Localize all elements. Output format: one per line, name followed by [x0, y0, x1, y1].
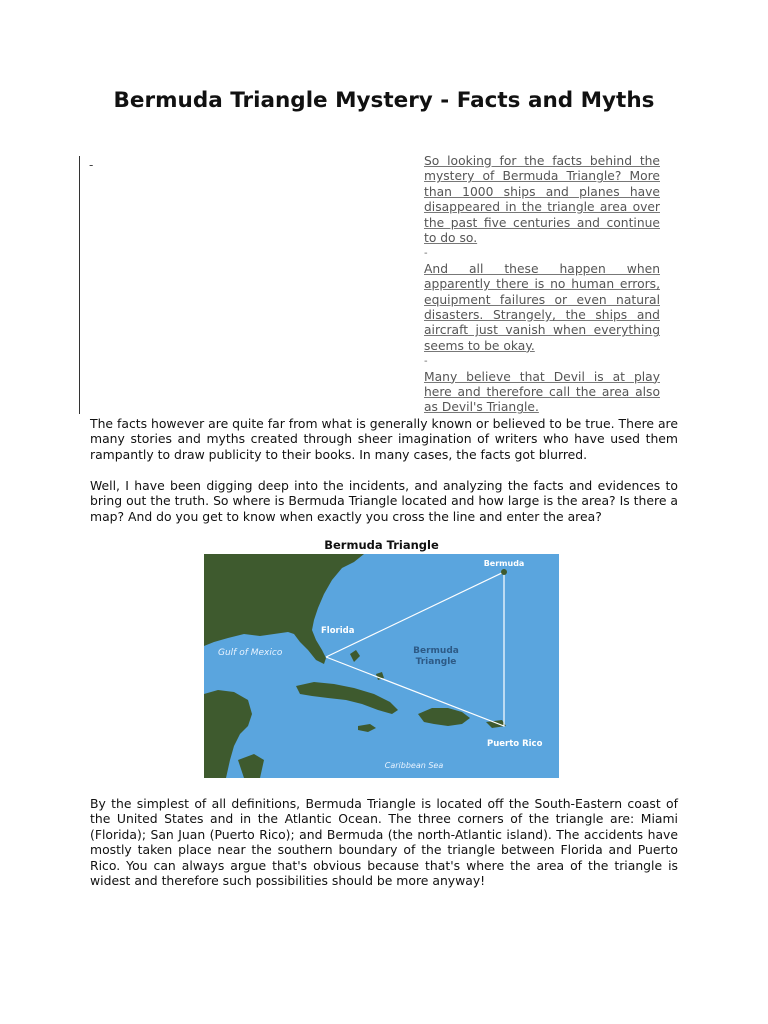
map-label-bermuda: Bermuda	[483, 559, 525, 568]
bermuda-triangle-map	[204, 554, 559, 778]
map-caption: Bermuda Triangle	[324, 538, 439, 552]
sidebar-gap: -	[424, 356, 428, 368]
sidebar-gap: -	[424, 248, 428, 260]
sidebar-paragraph-2[interactable]: And all these happen when apparently there is no human errors, equipment failures or even natural disasters. Strangely, the ships and aircraft just vanish when everything seems to be okay.	[424, 261, 660, 353]
map-label-florida: Florida	[321, 626, 355, 636]
body-paragraph-1: The facts however are quite far from what is generally known or believed to be true. There are many stories and myths created through sheer imagination of writers who have used them rampantly to draw publicity to their books. In many cases, the facts got blurred.	[90, 416, 679, 462]
map-label-triangle-line2: Triangle	[415, 657, 457, 667]
map-label-triangle-line1: Bermuda	[413, 646, 459, 656]
body-paragraph-3: By the simplest of all definitions, Bermuda Triangle is located off the South-Eastern coast of the United States and in the Atlantic Ocean. The three corners of the triangle are: Miami (Florida); San Juan (Puerto Rico); and Bermuda (the north-Atlantic island). The accidents have mostly taken place near the southern boundary of the triangle between Florida and Puerto Rico. You can always argue that's obvious because that's where the area of the triangle is widest and therefore such possibilities should be more anyway!	[90, 796, 678, 889]
intro-sidebar	[424, 154, 660, 416]
map-label-caribbean: Caribbean Sea	[384, 761, 444, 770]
left-margin-rule	[79, 156, 80, 414]
map-label-puerto-rico: Puerto Rico	[487, 739, 543, 749]
page-title: Bermuda Triangle Mystery - Facts and Myths	[113, 88, 655, 113]
sidebar-paragraph-1[interactable]: So looking for the facts behind the mystery of Bermuda Triangle? More than 1000 ships and planes have disappeared in the triangle area over the past five centuries and continue to do so.	[424, 154, 660, 246]
map-label-gulf: Gulf of Mexico	[218, 648, 283, 658]
body-paragraph-2: Well, I have been digging deep into the incidents, and analyzing the facts and evidences to bring out the truth. So where is Bermuda Triangle located and how large is the area? Is there a map? And do you get to know when exactly you cross the line and enter the area?	[90, 478, 678, 524]
bermuda-marker	[501, 569, 507, 575]
sidebar-paragraph-3[interactable]: Many believe that Devil is at play here and therefore call the area also as Devil's Triangle.	[424, 369, 660, 415]
placeholder-dash: -	[89, 158, 94, 172]
